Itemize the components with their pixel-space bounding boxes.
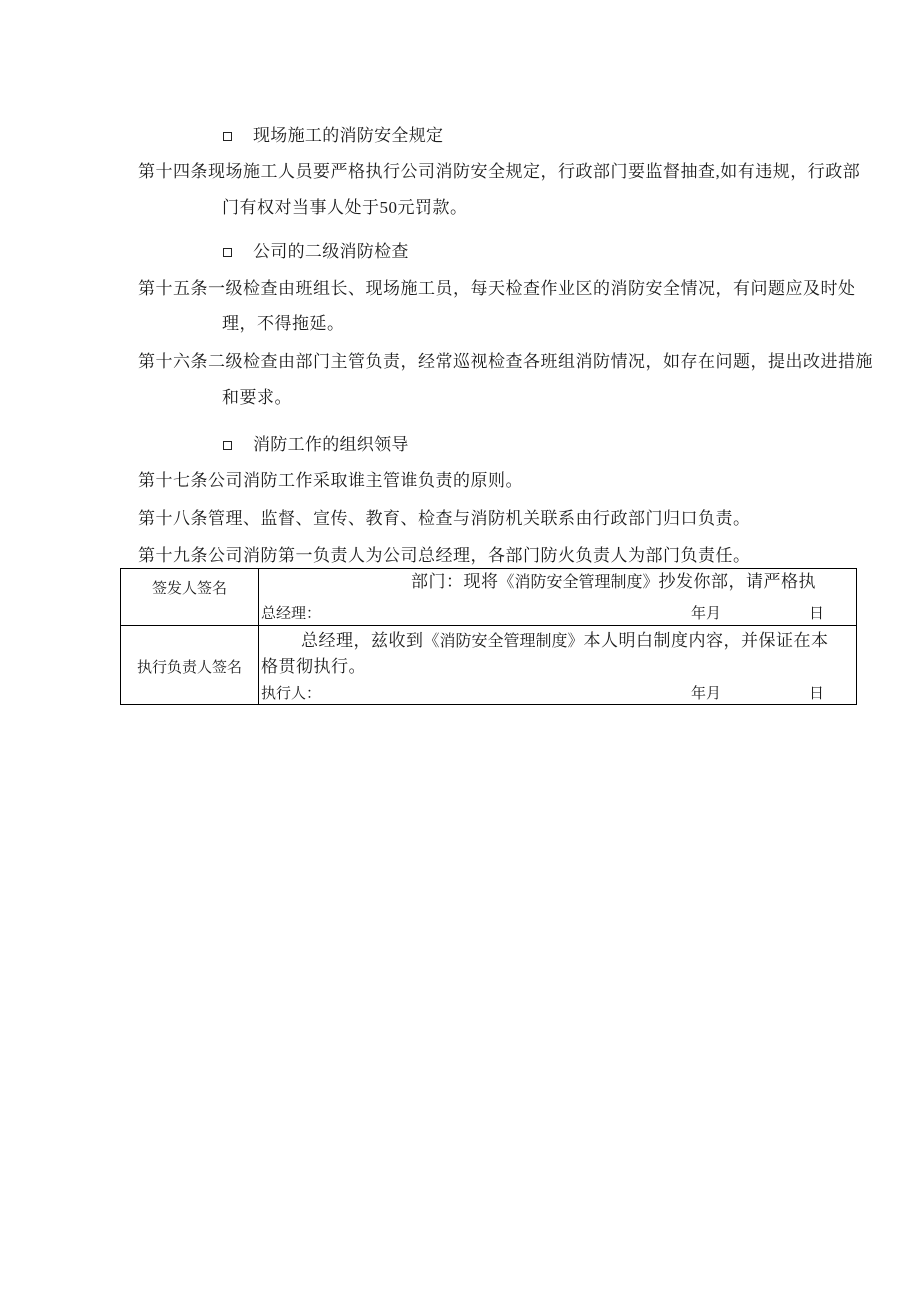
table-row-divider: [121, 625, 856, 626]
article-17: 第十七条公司消防工作采取谁主管谁负责的原则。: [138, 471, 523, 490]
general-manager-signer-label: 总经理：: [261, 605, 322, 622]
notice-suffix: 抄发你部，请严格执: [658, 572, 817, 591]
article-16-line-2: 和要求。: [222, 388, 292, 407]
issuer-date-year-month: 年月: [691, 605, 722, 622]
article-16-line-1: 第十六条二级检查由部门主管负责，经常巡视检查各班组消防情况，如存在问题，提出改进措施: [138, 352, 873, 371]
table-column-divider: [258, 569, 259, 704]
doc-title: 《消防安全管理制度》: [423, 633, 584, 650]
section-heading-text: 公司的二级消防检查: [253, 242, 409, 261]
section-heading-text: 消防工作的组织领导: [253, 435, 409, 454]
executor-signature-label: 执行负责人签名: [136, 659, 242, 676]
executor-ack-line-2: 格贯彻执行。: [261, 657, 366, 676]
square-bullet-icon: [223, 441, 232, 450]
square-bullet-icon: [223, 132, 232, 141]
issuer-notice-text: [411, 572, 816, 592]
article-18: 第十八条管理、监督、宣传、教育、检查与消防机关联系由行政部门归口负责。: [138, 509, 751, 528]
article-14-line-1: 第十四条现场施工人员要严格执行公司消防安全规定，行政部门要监督抽查,如有违规，行政部: [138, 162, 861, 181]
signature-table: [120, 568, 857, 705]
issuer-date-day: 日: [809, 605, 825, 622]
article-15-line-1: 第十五条一级检查由班组长、现场施工员，每天检查作业区的消防安全情况，有问题应及时处: [138, 279, 856, 298]
article-14-line-2: 门有权对当事人处于50元罚款。: [222, 198, 468, 217]
square-bullet-icon: [223, 248, 232, 257]
section-heading-text: 现场施工的消防安全规定: [253, 126, 444, 145]
article-15-line-2: 理，不得拖延。: [222, 314, 345, 333]
notice-prefix: 部门：现将: [411, 572, 499, 591]
executor-date-year-month: 年月: [691, 685, 722, 702]
ack-suffix: 本人明白制度内容，并保证在本: [583, 631, 829, 650]
executor-ack-line-1: [301, 631, 829, 651]
issuer-signature-label: 签发人签名: [151, 580, 227, 597]
executor-signer-label: 执行人：: [261, 685, 322, 702]
executor-date-day: 日: [809, 685, 825, 702]
ack-prefix: 总经理，兹收到: [301, 631, 424, 650]
doc-title: 《消防安全管理制度》: [498, 574, 659, 591]
article-19: 第十九条公司消防第一负责人为公司总经理，各部门防火负责人为部门负责任。: [138, 546, 751, 565]
